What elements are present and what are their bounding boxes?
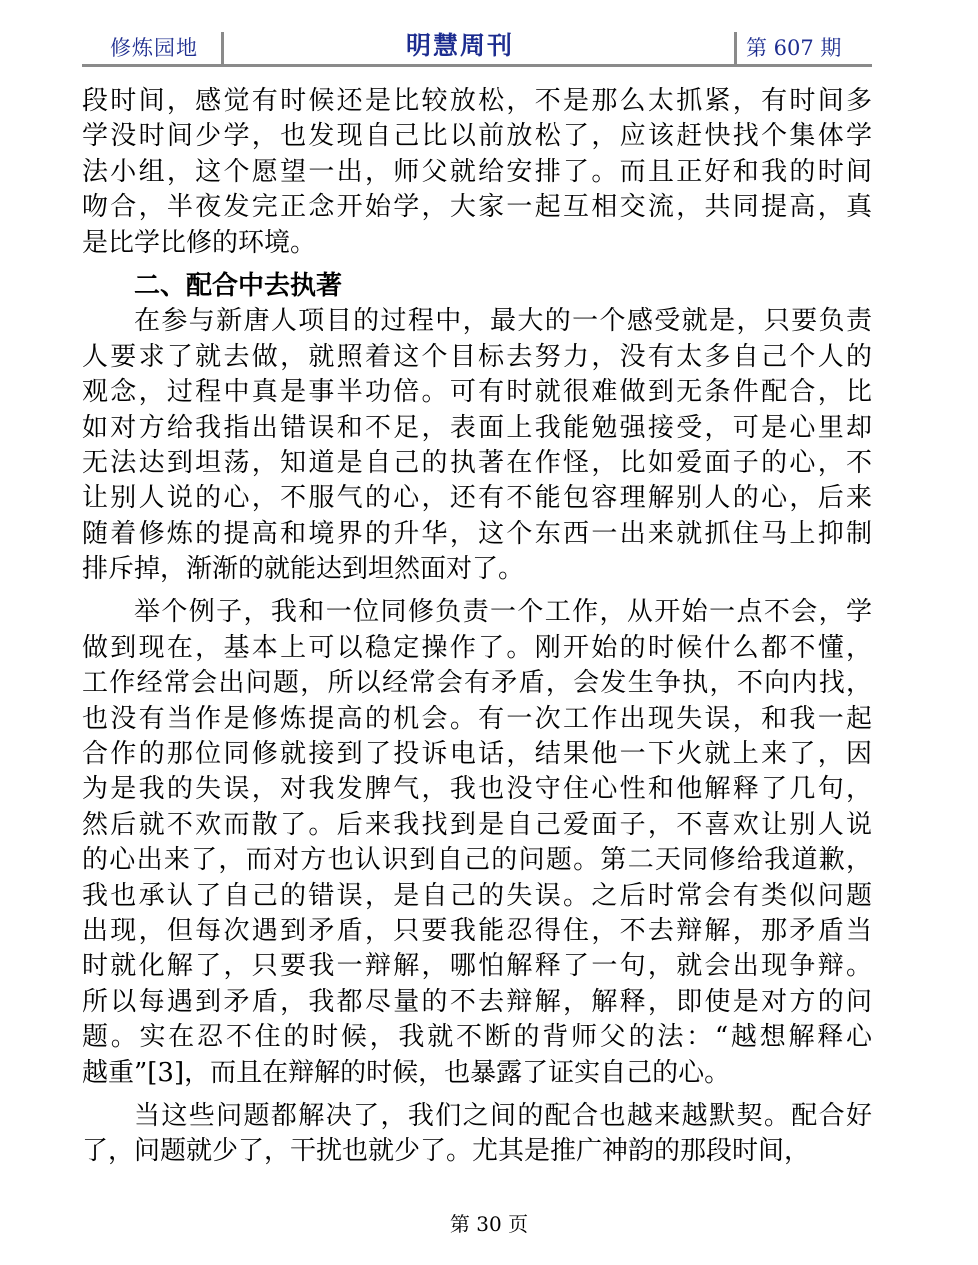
text-line: 无法达到坦荡，知道是自己的执著在作怪，比如爱面子的心，不: [82, 447, 872, 478]
text-line: 学没时间少学，也发现自己比以前放松了，应该赶快找个集体学: [82, 121, 872, 152]
header-rule: [82, 64, 872, 67]
page-header: [82, 26, 872, 66]
text-line: 工作经常会出问题，所以经常会有矛盾，会发生争执，不向内找，: [82, 668, 872, 699]
text-line: 做到现在，基本上可以稳定操作了。刚开始的时候什么都不懂，: [82, 632, 872, 663]
paragraph-gap: [82, 261, 872, 269]
text-line: 二、配合中去执著: [134, 270, 343, 301]
text-line: 法小组，这个愿望一出，师父就给安排了。而且正好和我的时间: [82, 156, 872, 187]
text-line: 当这些问题都解决了，我们之间的配合也越来越默契。配合好: [134, 1100, 872, 1131]
text-line: 人要求了就去做，就照着这个目标去努力，没有太多自己个人的: [82, 341, 872, 372]
text-line: 观念，过程中真是事半功倍。可有时就很难做到无条件配合，比: [82, 377, 872, 408]
text-line: 举个例子，我和一位同修负责一个工作，从开始一点不会，学: [134, 597, 872, 628]
text-line: 题。实在忍不住的时候，我就不断的背师父的法：“越想解释心: [82, 1022, 872, 1053]
text-line: 吻合，半夜发完正念开始学，大家一起互相交流，共同提高，真: [82, 192, 872, 223]
text-line: 然后就不欢而散了。后来我找到是自己爱面子，不喜欢让别人说: [82, 809, 872, 840]
text-line: 为是我的失误，对我发脾气，我也没守住心性和他解释了几句，: [82, 774, 872, 805]
text-line: 随着修炼的提高和境界的升华，这个东西一出来就抓住马上抑制: [82, 518, 872, 549]
text-line: 让别人说的心，不服气的心，还有不能包容理解别人的心，后来: [82, 483, 872, 514]
text-line: 的心出来了，而对方也认识到自己的问题。第二天同修给我道歉，: [82, 845, 872, 876]
paragraph-gap: [82, 1091, 872, 1099]
text-line: 了，问题就少了，干扰也就少了。尤其是推广神韵的那段时间，: [82, 1136, 811, 1167]
text-line: 时就化解了，只要我一辩解，哪怕解释了一句，就会出现争辩。: [82, 951, 872, 982]
paragraph: [82, 84, 872, 261]
paragraph: [82, 595, 872, 1090]
text-line: 所以每遇到矛盾，我都尽量的不去辩解，解释，即使是对方的问: [82, 986, 872, 1017]
text-line: 在参与新唐人项目的过程中，最大的一个感受就是，只要负责: [134, 306, 872, 337]
text-line: 排斥掉，渐渐的就能达到坦然面对了。: [82, 554, 525, 585]
text-line: 越重”[3]，而且在辩解的时候，也暴露了证实自己的心。: [82, 1057, 731, 1088]
issue-number: 第 607 期: [746, 36, 842, 60]
publication-title: 明慧周刊: [406, 31, 515, 60]
text-line: 出现，但每次遇到矛盾，只要我能忍得住，不去辩解，那矛盾当: [82, 915, 872, 946]
paragraph-gap: [82, 587, 872, 595]
text-line: 段时间，感觉有时候还是比较放松，不是那么太抓紧，有时间多: [82, 86, 872, 116]
paragraph: [82, 1099, 872, 1170]
header-divider-right: [734, 32, 737, 66]
section-name: 修炼园地: [110, 36, 198, 60]
page-number: 第 30 页: [449, 1212, 529, 1236]
text-line: 我也承认了自己的错误，是自己的失误。之后时常会有类似问题: [82, 880, 872, 911]
paragraph: [82, 304, 872, 587]
text-line: 也没有当作是修炼提高的机会。有一次工作出现失误，和我一起: [82, 703, 872, 734]
section-heading: [82, 269, 872, 304]
text-line: 是比学比修的环境。: [82, 227, 317, 258]
article-body: [82, 84, 872, 1170]
text-line: 如对方给我指出错误和不足，表面上我能勉强接受，可是心里却: [82, 412, 872, 443]
text-line: 合作的那位同修就接到了投诉电话，结果他一下火就上来了，因: [82, 739, 872, 770]
header-divider-left: [221, 32, 224, 66]
